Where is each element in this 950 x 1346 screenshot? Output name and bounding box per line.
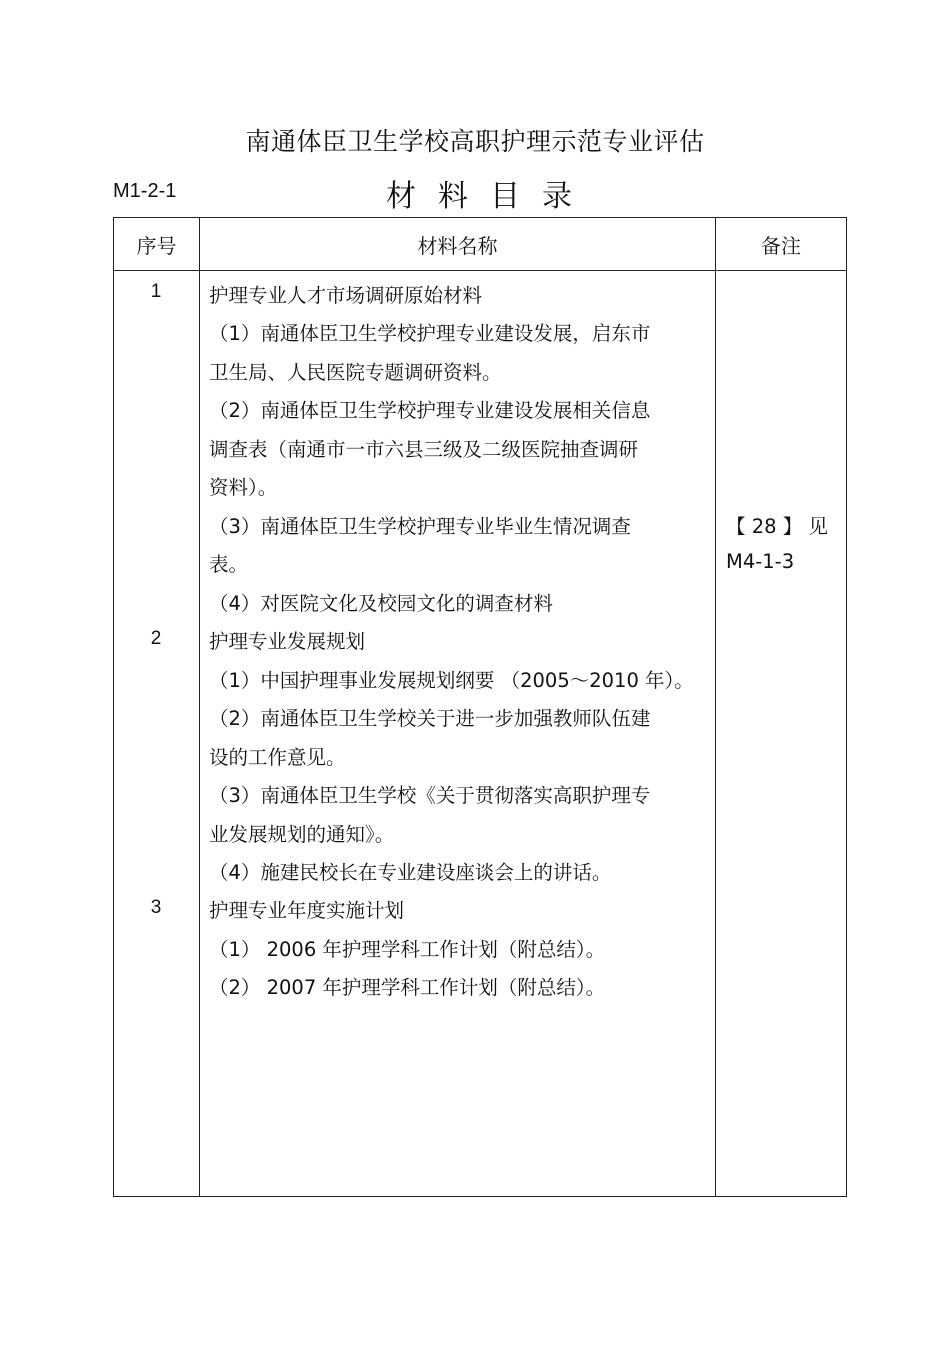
item-line: （1）中国护理事业发展规划纲要 （2005～2010 年）。 [209,669,694,692]
note-column [716,271,847,1197]
table-header-row [114,218,847,271]
column-header-name: 材料名称 [200,218,716,271]
note-line: 【 28 】 见 [726,515,828,538]
item-line: （1）南通体臣卫生学校护理专业建设发展，启东市 [209,322,651,345]
column-header-seq: 序号 [114,218,200,271]
item-line: （2）南通体臣卫生学校护理专业建设发展相关信息 [209,399,651,422]
seq-number: 2 [150,628,162,649]
item-line: （2） 2007 年护理学科工作计划（附总结）。 [209,976,606,999]
item-line: 表。 [209,553,249,576]
item-line: （3）南通体臣卫生学校护理专业毕业生情况调查 [209,515,631,538]
item-heading: 护理专业人才市场调研原始材料 [209,284,483,307]
note-line: M4-1-3 [726,550,795,573]
item-line: （4）对医院文化及校园文化的调查材料 [209,592,553,615]
item-line: 卫生局、人民医院专题调研资料。 [209,361,502,384]
column-header-note: 备注 [716,218,847,271]
item-line: 业发展规划的通知》。 [209,823,395,846]
document-code: M1-2-1 [113,180,177,202]
materials-table [113,217,847,1197]
item-heading: 护理专业年度实施计划 [209,899,405,922]
document-title: 南通体臣卫生学校高职护理示范专业评估 [245,127,705,156]
item-line: （3）南通体臣卫生学校《关于贯彻落实高职护理专 [209,784,651,807]
material-name-column [200,271,716,1197]
item-line: （2）南通体臣卫生学校关于进一步加强教师队伍建 [209,707,651,730]
seq-number: 3 [150,897,162,918]
item-line: 资料）。 [209,476,278,499]
seq-column [114,271,200,1197]
seq-number: 1 [150,281,162,302]
document-subtitle: 材料目录 [386,179,594,214]
item-line: 设的工作意见。 [209,746,346,769]
item-heading: 护理专业发展规划 [209,630,366,653]
item-line: （1） 2006 年护理学科工作计划（附总结）。 [209,938,606,961]
item-line: （4）施建民校长在专业建设座谈会上的讲话。 [209,861,612,884]
table-body-row [114,271,847,1197]
item-line: 调查表（南通市一市六县三级及二级医院抽查调研 [209,438,639,461]
